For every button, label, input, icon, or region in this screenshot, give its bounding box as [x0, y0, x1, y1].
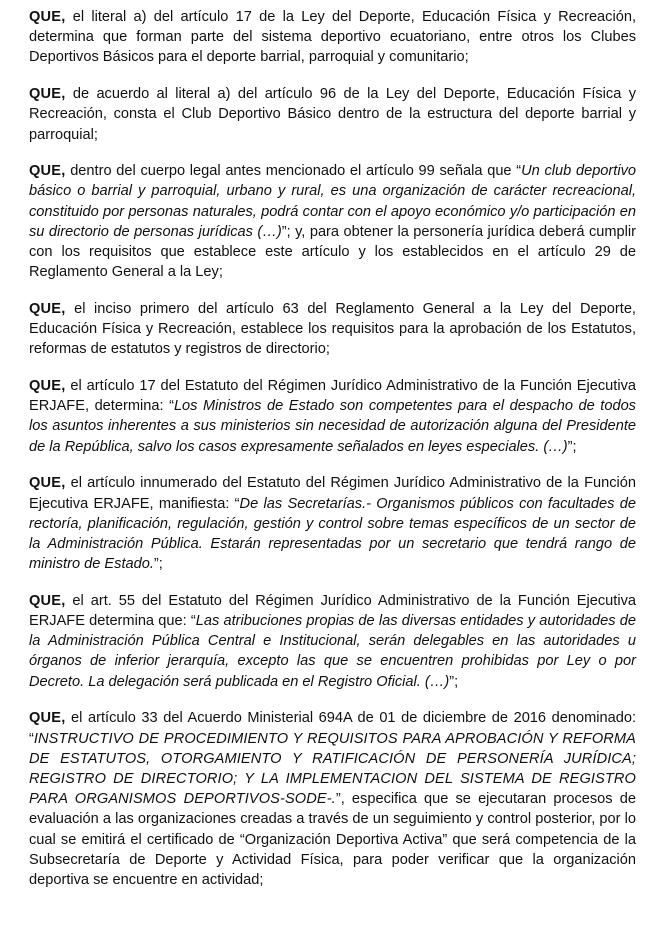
paragraph-text: el inciso primero del artículo 63 del Reglamento General a la Ley del Deporte, Educación Física y Recreación, establece los requisitos para la aprobación de los Estatutos, reformas de estatutos y registros de directorio;	[29, 300, 636, 358]
paragraph-text: ”; y, para obtener la personería jurídica deberá cumplir con los requisitos que establece este artículo y los establecidos en el artículo 29 de Reglamento General a la Ley;	[29, 223, 636, 281]
que-lead: QUE,	[29, 475, 66, 492]
que-lead: QUE,	[29, 710, 66, 727]
paragraph-text: ”;	[567, 438, 577, 455]
paragraph-text: el artículo innumerado del Estatuto del Régimen Jurídico Administrativo de la Función Ejecutiva ERJAFE, manifiesta: “	[29, 475, 636, 512]
que-lead: QUE,	[29, 378, 66, 395]
considerando-paragraph	[29, 708, 636, 890]
legal-quote: Las atribuciones propias de las diversas entidades y autoridades de la Administración Pública Central e Institucional, serán delegables en las autoridades u órganos de inferior jerarquía, excepto las que se encuentren prohibidas por Ley o por Decreto. La delegación será publicada en el Registro Oficial. (…)	[29, 613, 636, 690]
paragraph-text: de acuerdo al literal a) del artículo 96 de la Ley del Deporte, Educación Física y Recreación, consta el Club Deportivo Básico dentro de la estructura del deporte barrial y parroquial;	[29, 86, 636, 143]
paragraph-text: ”;	[449, 673, 459, 690]
legal-quote: Un club deportivo básico o barrial y parroquial, urbano y rural, es una organización de carácter recreacional, constituido por personas naturales, podrá contar con el apoyo económico y/o participación en su directorio de personas jurídicas (…)	[29, 163, 636, 240]
legal-quote: Los Ministros de Estado son competentes para el despacho de todos los asuntos inherentes a sus ministerios sin necesidad de autorización alguna del Presidente de la República, salvo los casos expresamente señalados en leyes especiales. (…)	[29, 398, 636, 455]
considerando-paragraph	[29, 299, 636, 360]
que-lead: QUE,	[29, 86, 66, 103]
paragraph-text: dentro del cuerpo legal antes mencionado el artículo 99 señala que “	[65, 163, 522, 180]
paragraph-text: el art. 55 del Estatuto del Régimen Jurídico Administrativo de la Función Ejecutiva ERJAFE determina que: “	[29, 592, 636, 630]
paragraph-text: el artículo 33 del Acuerdo Ministerial 694A de 01 de diciembre de 2016 denominado: “	[29, 710, 636, 747]
legal-quote-title: INSTRUCTIVO DE PROCEDIMIENTO Y REQUISITOS PARA APROBACIÓN Y REFORMA DE ESTATUTOS, OTORGAMIENTO Y RATIFICACIÓN DE PERSONERÍA JURÍDICA; REGISTRO DE DIRECTORIO; Y LA IMPLEMENTACION DEL SISTEMA DE REGISTRO PARA ORGANISMOS DEPORTIVOS-SODE-.	[29, 730, 636, 808]
considerando-paragraph	[29, 84, 636, 145]
paragraph-text: el literal a) del artículo 17 de la Ley del Deporte, Educación Física y Recreación, determina que forman parte del sistema deportivo ecuatoriano, entre otros los Clubes Deportivos Básicos para el deporte barrial, parroquial y comunitario;	[29, 9, 636, 66]
considerando-paragraph	[29, 161, 636, 282]
considerando-paragraph	[29, 591, 636, 692]
considerando-paragraph	[29, 7, 636, 68]
considerando-paragraph	[29, 473, 636, 574]
que-lead: QUE,	[29, 592, 66, 609]
paragraph-text: ”, especifica que se ejecutaran procesos de evaluación a las organizaciones creadas a través de un seguimiento y control posterior, por lo cual se emitirá el certificado de “Organización Deportiva Activa” que será competencia de la Subsecretaría de Deporte y Actividad Física, para poder verificar que la organización deportiva se encuentre en actividad;	[29, 791, 636, 889]
considerando-paragraph	[29, 376, 636, 457]
paragraph-text: el artículo 17 del Estatuto del Régimen Jurídico Administrativo de la Función Ejecutiva ERJAFE, determina: “	[29, 378, 636, 415]
paragraph-text: ”;	[153, 556, 163, 573]
legal-quote: De las Secretarías.- Organismos públicos con facultades de rectoría, planificación, regulación, gestión y control sobre temas específicos de un sector de la Administración Pública. Estarán representadas por un secretario que tendrá rango de ministro de Estado.	[29, 495, 636, 573]
que-lead: QUE,	[29, 163, 66, 180]
que-lead: QUE,	[29, 9, 66, 25]
que-lead: QUE,	[29, 300, 66, 317]
